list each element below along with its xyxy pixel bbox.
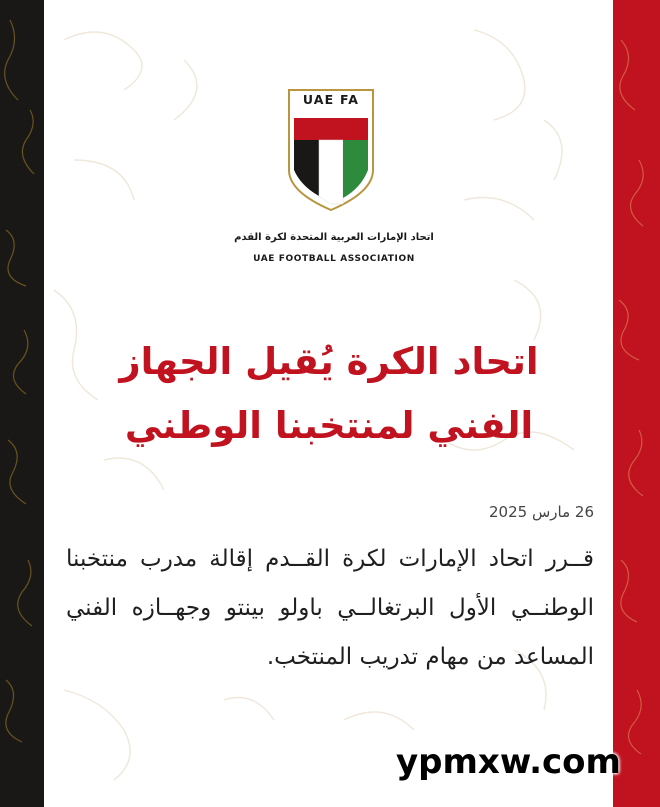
news-card [44, 0, 613, 807]
right-border [613, 0, 660, 807]
left-border [0, 0, 44, 807]
uae-fa-logo [287, 88, 375, 212]
logo-title: UAE FA [302, 92, 360, 107]
left-border-pattern [0, 0, 44, 807]
association-name-arabic: اتحاد الإمارات العربية المتحدة لكرة القدم [234, 232, 434, 243]
article-date: 26 مارس 2025 [489, 503, 594, 521]
watermark: ypmxw.com [396, 742, 621, 782]
association-name-english: UAE FOOTBALL ASSOCIATION [253, 254, 415, 264]
article-body: قــرر اتحاد الإمارات لكرة القــدم إقالة مدرب منتخبنا الوطنــي الأول البرتغالــي باولو بينتو وجهــازه الفني المساعد من مهام تدريب المنتخب. [66, 546, 594, 670]
right-border-pattern [613, 0, 660, 807]
headline: اتحاد الكرة يُقيل الجهاز الفني لمنتخبنا الوطني [119, 340, 539, 447]
